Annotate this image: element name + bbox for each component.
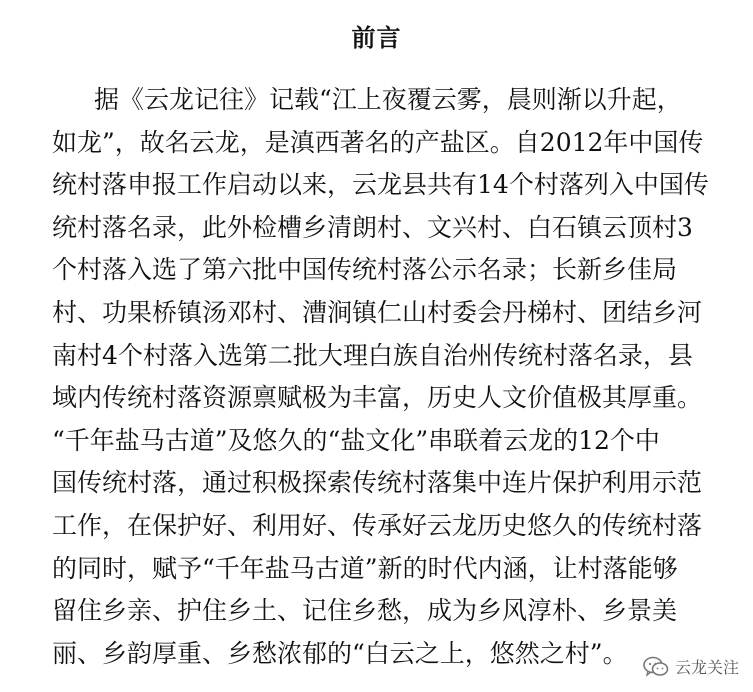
body-line: 留住乡亲、护住乡土、记住乡愁，成为乡风淳朴、乡景美 [52, 596, 678, 626]
watermark-text: 云龙关注 [674, 658, 739, 677]
body-line: 国传统村落，通过积极探索传统村落集中连片保护利用示范 [52, 468, 703, 498]
body-line: 的同时，赋予“千年盐马古道”新的时代内涵，让村落能够 [52, 553, 678, 583]
body-line: 村、功果桥镇汤邓村、漕涧镇仁山村委会丹梯村、团结乡河 [52, 297, 703, 327]
document-body [52, 79, 709, 675]
watermark [643, 655, 739, 678]
body-line: “千年盐马古道”及悠久的“盐文化”串联着云龙的12个中 [52, 425, 660, 455]
body-line: 如龙”，故名云龙，是滇西著名的产盐区。自2012年中国传 [52, 127, 704, 157]
body-line: 工作，在保护好、利用好、传承好云龙历史悠久的传统村落 [52, 510, 703, 540]
body-line: 南村4个村落入选第二批大理白族自治州传统村落名录，县 [52, 340, 693, 370]
body-line: 据《云龙记往》记载“江上夜覆云雾，晨则渐以升起， [94, 85, 682, 114]
body-line: 个村落入选了第六批中国传统村落公示名录；长新乡佳局 [52, 255, 678, 285]
body-line: 丽、乡韵厚重、乡愁浓郁的“白云之上，悠然之村”。 [52, 638, 628, 668]
document-title: 前言 [351, 23, 402, 52]
body-line: 统村落申报工作启动以来，云龙县共有14个村落列入中国传 [52, 170, 709, 200]
body-line: 统村落名录，此外检槽乡清朗村、文兴村、白石镇云顶村3 [52, 212, 693, 242]
body-line: 域内传统村落资源禀赋极为丰富，历史人文价值极其厚重。 [52, 383, 703, 413]
wechat-icon [643, 656, 669, 678]
